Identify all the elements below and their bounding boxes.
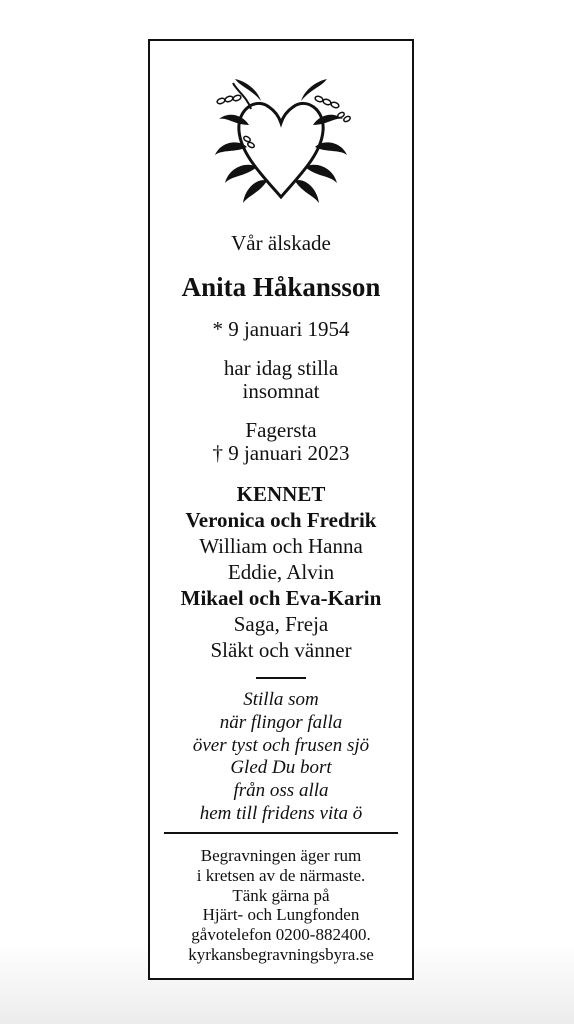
passing-message-line: har idag stilla — [223, 356, 339, 380]
family-member: Veronica och Fredrik — [185, 508, 377, 532]
place-of-death: Fagersta — [245, 418, 317, 442]
poem-line: från oss alla — [233, 780, 329, 802]
family-member: Saga, Freja — [233, 612, 329, 636]
funeral-info-line: gåvotelefon 0200-882400. — [191, 925, 371, 945]
funeral-info-line: i kretsen av de närmaste. — [196, 865, 366, 885]
family-member: Släkt och vänner — [210, 638, 352, 662]
family-member: Eddie, Alvin — [227, 560, 335, 584]
death-date: † 9 januari 2023 — [212, 441, 350, 465]
poem-line: över tyst och frusen sjö — [192, 734, 370, 756]
divider-long — [164, 832, 398, 834]
funeral-info-line: Hjärt- och Lungfonden — [202, 905, 360, 925]
funeral-info — [150, 846, 412, 965]
family-member: William och Hanna — [199, 534, 363, 558]
intro-text: Vår älskade — [231, 231, 331, 255]
place-and-death-date — [150, 419, 412, 465]
poem — [150, 689, 412, 826]
birth-date: * 9 januari 1954 — [212, 317, 350, 341]
family-member: KENNET — [236, 482, 326, 506]
funeral-info-line: Tänk gärna på — [232, 885, 330, 905]
family-list — [150, 481, 412, 663]
passing-message — [150, 357, 412, 403]
divider-short — [256, 677, 306, 679]
passing-message-line: insomnat — [242, 379, 320, 403]
poem-line: hem till fridens vita ö — [199, 802, 363, 824]
poem-line: Gled Du bort — [230, 757, 332, 779]
funeral-info-line: Begravningen äger rum — [200, 846, 362, 865]
deceased-name: Anita Håkansson — [181, 272, 381, 302]
poem-line: när flingor falla — [219, 711, 343, 733]
heart-wreath-icon — [201, 69, 361, 209]
obituary-notice — [148, 39, 414, 980]
poem-line: Stilla som — [243, 689, 319, 710]
family-member: Mikael och Eva-Karin — [180, 586, 382, 610]
funeral-info-line: kyrkansbegravningsbyra.se — [188, 944, 374, 964]
